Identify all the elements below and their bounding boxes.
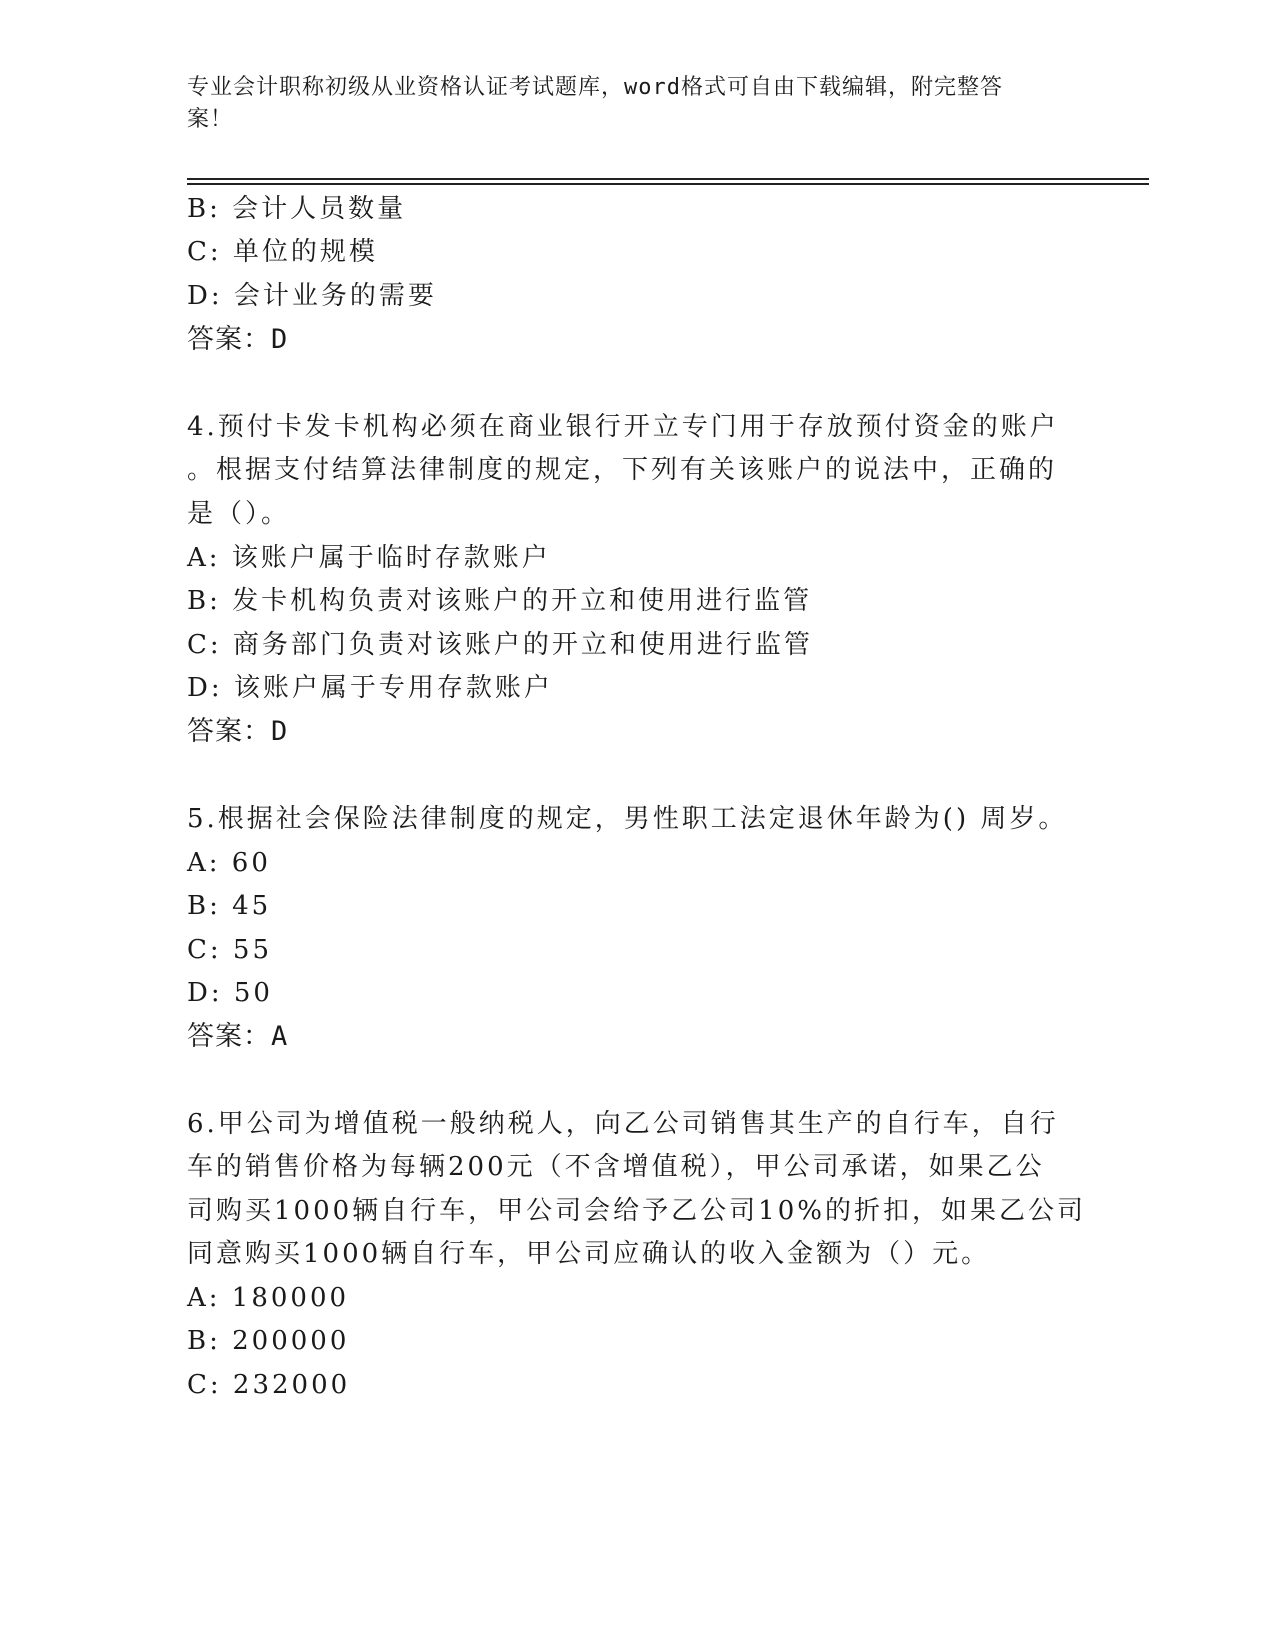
q5-option-d: D: 50 — [187, 978, 273, 1008]
q5-option-c: C: 55 — [187, 935, 273, 965]
header-divider-bottom — [187, 183, 1149, 185]
q6-stem-line-4: 同意购买1000辆自行车，甲公司应确认的收入金额为（）元。 — [187, 1239, 991, 1269]
q6-stem-line-1: 6.甲公司为增值税一般纳税人，向乙公司销售其生产的自行车，自行 — [187, 1109, 1059, 1139]
q3-option-c: C: 单位的规模 — [187, 237, 378, 267]
header-line-1: 专业会计职称初级从业资格认证考试题库，word格式可自由下载编辑，附完整答 — [187, 75, 1003, 100]
q4-stem-line-3: 是（）。 — [187, 499, 291, 529]
q3-answer: 答案：D — [187, 324, 289, 355]
q5-stem-line-1: 5.根据社会保险法律制度的规定，男性职工法定退休年龄为() 周岁。 — [187, 804, 1068, 834]
q4-stem-line-1: 4.预付卡发卡机构必须在商业银行开立专门用于存放预付资金的账户 — [187, 412, 1059, 442]
q6-option-b: B: 200000 — [187, 1326, 350, 1356]
q6-stem-line-2: 车的销售价格为每辆200元（不含增值税），甲公司承诺，如果乙公 — [187, 1152, 1045, 1182]
q4-option-a: A: 该账户属于临时存款账户 — [187, 543, 551, 573]
q3-option-d: D: 会计业务的需要 — [187, 281, 437, 311]
q5-answer: 答案：A — [187, 1021, 289, 1052]
q4-option-b: B: 发卡机构负责对该账户的开立和使用进行监管 — [187, 586, 813, 616]
q3-option-b: B: 会计人员数量 — [187, 194, 407, 224]
header-line-2: 案！ — [187, 107, 234, 132]
q4-option-c: C: 商务部门负责对该账户的开立和使用进行监管 — [187, 630, 813, 660]
q6-option-c: C: 232000 — [187, 1370, 351, 1400]
q6-option-a: A: 180000 — [187, 1283, 350, 1313]
q4-answer: 答案：D — [187, 716, 289, 747]
q5-option-a: A: 60 — [187, 848, 271, 878]
q5-option-b: B: 45 — [187, 891, 272, 921]
q4-stem-line-2: 。根据支付结算法律制度的规定，下列有关该账户的说法中，正确的 — [187, 455, 1058, 485]
q4-option-d: D: 该账户属于专用存款账户 — [187, 673, 553, 703]
q6-stem-line-3: 司购买1000辆自行车，甲公司会给予乙公司10%的折扣，如果乙公司 — [187, 1196, 1086, 1226]
document-header — [187, 72, 1067, 136]
header-divider-top — [187, 178, 1149, 180]
